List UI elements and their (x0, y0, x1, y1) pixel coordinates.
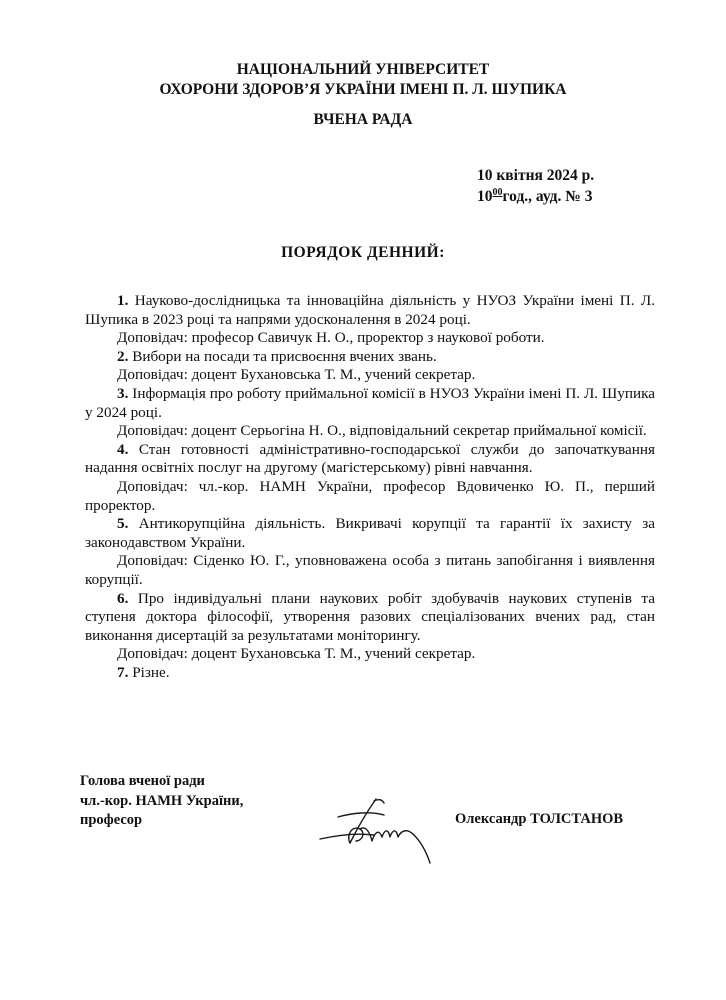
signatory-academic-rank: чл.-кор. НАМН України, (80, 792, 244, 809)
agenda-item-speaker: Доповідач: доцент Бухановська Т. М., учений секретар. (117, 366, 476, 384)
signatory-title: професор (80, 812, 143, 828)
meeting-date: 10 квітня 2024 р. (477, 167, 595, 184)
signatory-name: Олександр ТОЛСТАНОВ (455, 811, 624, 827)
agenda-item-number: 1. (117, 292, 129, 309)
agenda-item-text: Про індивідуальні плани наукових робіт здобувачів наукових ступенів та ступеня доктора філософії, утворення разових спеціалізованих вчених рад, стан виконання дисертацій за результатами моніторингу. (85, 589, 655, 644)
agenda-item-2 (85, 348, 655, 367)
signatory-block (80, 772, 243, 831)
agenda-item-speaker: Доповідач: чл.-кор. НАМН України, професор Вдовиченко Ю. П., перший проректор. (85, 477, 655, 514)
agenda-item-number: 5. (117, 515, 129, 533)
agenda-item-speaker: Доповідач: доцент Серьогіна Н. О., відповідальний секретар приймальної комісії. (117, 422, 647, 440)
agenda-item-text: Різне. (128, 663, 170, 681)
agenda-item-5 (85, 515, 655, 552)
agenda-item-6 (85, 590, 655, 646)
university-name-line1: НАЦІОНАЛЬНИЙ УНІВЕРСИТЕТ (236, 61, 490, 78)
agenda-title: ПОРЯДОК ДЕННИЙ: (281, 244, 445, 261)
agenda-item-number: 7. (117, 663, 129, 681)
agenda-list (85, 292, 655, 682)
agenda-item-text: Антикорупційна діяльність. Викривачі корупції та гарантії їх захисту за законодавством України. (85, 515, 655, 551)
agenda-item-number: 3. (117, 384, 129, 402)
handwritten-signature (318, 795, 438, 865)
agenda-item-speaker: Доповідач: професор Савичук Н. О., проректор з наукової роботи. (117, 329, 545, 347)
council-title: ВЧЕНА РАДА (313, 111, 413, 128)
meeting-minutes: 00 (492, 186, 503, 198)
signatory-position: Голова вченої ради (80, 773, 205, 789)
agenda-item-text: Стан готовності адміністративно-господарської служби до започаткування надання освітніх послуг на другому (магістерському) рівні навчання. (85, 440, 655, 477)
agenda-item-7 (85, 664, 655, 683)
agenda-item-speaker: Доповідач: доцент Бухановська Т. М., учений секретар. (117, 645, 476, 663)
agenda-item-number: 6. (117, 589, 129, 607)
agenda-item-1 (85, 292, 655, 329)
university-name-line2: ОХОРОНИ ЗДОРОВ’Я УКРАЇНИ ІМЕНІ П. Л. ШУПИКА (159, 81, 567, 98)
agenda-item-speaker: Доповідач: Сіденко Ю. Г., уповноважена особа з питань запобігання і виявлення корупції. (85, 552, 655, 588)
agenda-item-text: Вибори на посади та присвоєння вчених звань. (128, 347, 437, 365)
agenda-item-4 (85, 441, 655, 478)
agenda-item-number: 2. (117, 347, 129, 365)
agenda-item-number: 4. (117, 440, 129, 458)
meeting-place: год., ауд. № 3 (502, 188, 593, 205)
agenda-item-3 (85, 385, 655, 422)
meeting-time-place (477, 187, 657, 207)
agenda-item-text: Науково-дослідницька та інноваційна діяльність у НУОЗ України імені П. Л. Шупика в 2023 році та напрями удосконалення в 2024 році. (85, 292, 655, 328)
meeting-hour: 10 (477, 188, 493, 205)
agenda-item-text: Інформація про роботу приймальної комісії в НУОЗ України імені П. Л. Шупика у 2024 році. (85, 384, 655, 421)
